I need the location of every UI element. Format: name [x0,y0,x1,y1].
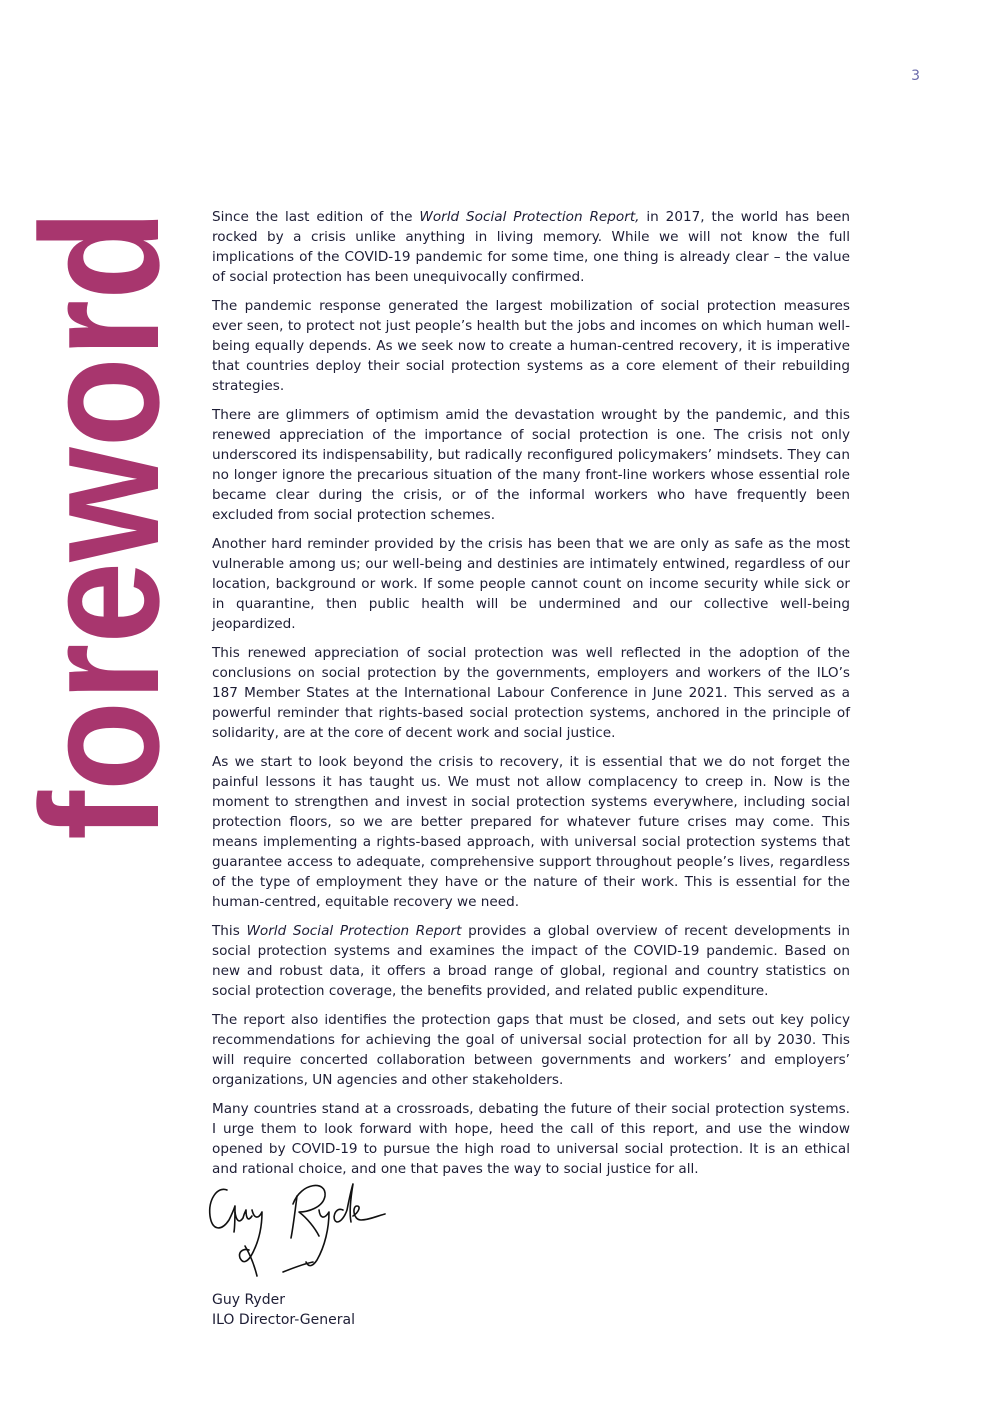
handwritten-signature-graphic [205,1176,390,1286]
paragraph-2: The pandemic response generated the largest mobilization of social protection measures ever seen, to protect not just people’s health but the jobs and incomes on which human well-being equally depends. As we seek now to create a human-centred recovery, it is imperative that countries deploy their social protection systems as a core element of their rebuilding strategies. [212,298,850,394]
paragraph-8: The report also identifies the protection gaps that must be closed, and sets out key policy recommendations for achieving the goal of universal social protection for all by 2030. This will require concerted collaboration between governments and workers’ and employers’ organizations, UN agencies and other stakeholders. [212,1012,850,1088]
page-number: 3 [911,68,920,84]
foreword-heading-text: foreword [6,121,194,840]
report-title-italic: World Social Protection Report [246,923,462,939]
signatory-block [212,1290,355,1330]
paragraph-4: Another hard reminder provided by the crisis has been that we are only as safe as the most vulnerable among us; our well-being and destinies are intimately entwined, regardless of our location, background or work. If some people cannot count on income security while sick or in quarantine, then public health will be undermined and our collective well-being jeopardized. [212,536,850,632]
foreword-heading [6,121,194,850]
paragraph-6: As we start to look beyond the crisis to recovery, it is essential that we do not forget the painful lessons it has taught us. We must not allow complacency to creep in. Now is the moment to strengthen and invest in social protection systems everywhere, including social protection floors, so we are better prepared for whatever future crises may come. This means implementing a rights-based approach, with universal social protection systems that guarantee access to adequate, comprehensive support throughout people’s lives, regardless of the type of employment they have or the nature of their work. This is essential for the human-centred, equitable recovery we need. [212,754,850,910]
foreword-heading-graphic [6,121,194,850]
paragraph-5: This renewed appreciation of social protection was well reflected in the adoption of the conclusions on social protection by the governments, employers and workers of the ILO’s 187 Member States at the International Labour Conference in June 2021. This served as a powerful reminder that rights-based social protection systems, anchored in the principle of solidarity, are at the core of decent work and social justice. [212,645,850,741]
paragraph-9: Many countries stand at a crossroads, debating the future of their social protection systems. I urge them to look forward with hope, heed the call of this report, and use the window opened by COVID-19 to pursue the high road to universal social protection. It is an ethical and rational choice, and one that paves the way to social justice for all. [212,1101,850,1177]
paragraph-7: This World Social Protection Report provides a global overview of recent developments in social protection systems and examines the impact of the COVID-19 pandemic. Based on new and robust data, it offers a broad range of global, regional and country statistics on social protection coverage, the benefits provided, and related public expenditure. [212,923,850,999]
paragraph-1: Since the last edition of the World Social Protection Report, in 2017, the world has been rocked by a crisis unlike anything in living memory. While we will not know the full implications of the COVID-19 pandemic for some time, one thing is already clear – the value of social protection has been unequivocally confirmed. [212,209,850,285]
report-title-italic: World Social Protection Report, [419,209,640,225]
foreword-body [212,207,850,1188]
signatory-name: Guy Ryder [212,1292,285,1308]
paragraph-3: There are glimmers of optimism amid the devastation wrought by the pandemic, and this renewed appreciation of the importance of social protection is one. The crisis not only underscored its indispensability, but radically reconfigured policymakers’ mindsets. They can no longer ignore the precarious situation of the many front-line workers whose essential role became clear during the crisis, or of the informal workers who have frequently been excluded from social protection schemes. [212,407,850,523]
signatory-title: ILO Director-General [212,1312,355,1328]
signature [205,1176,390,1286]
